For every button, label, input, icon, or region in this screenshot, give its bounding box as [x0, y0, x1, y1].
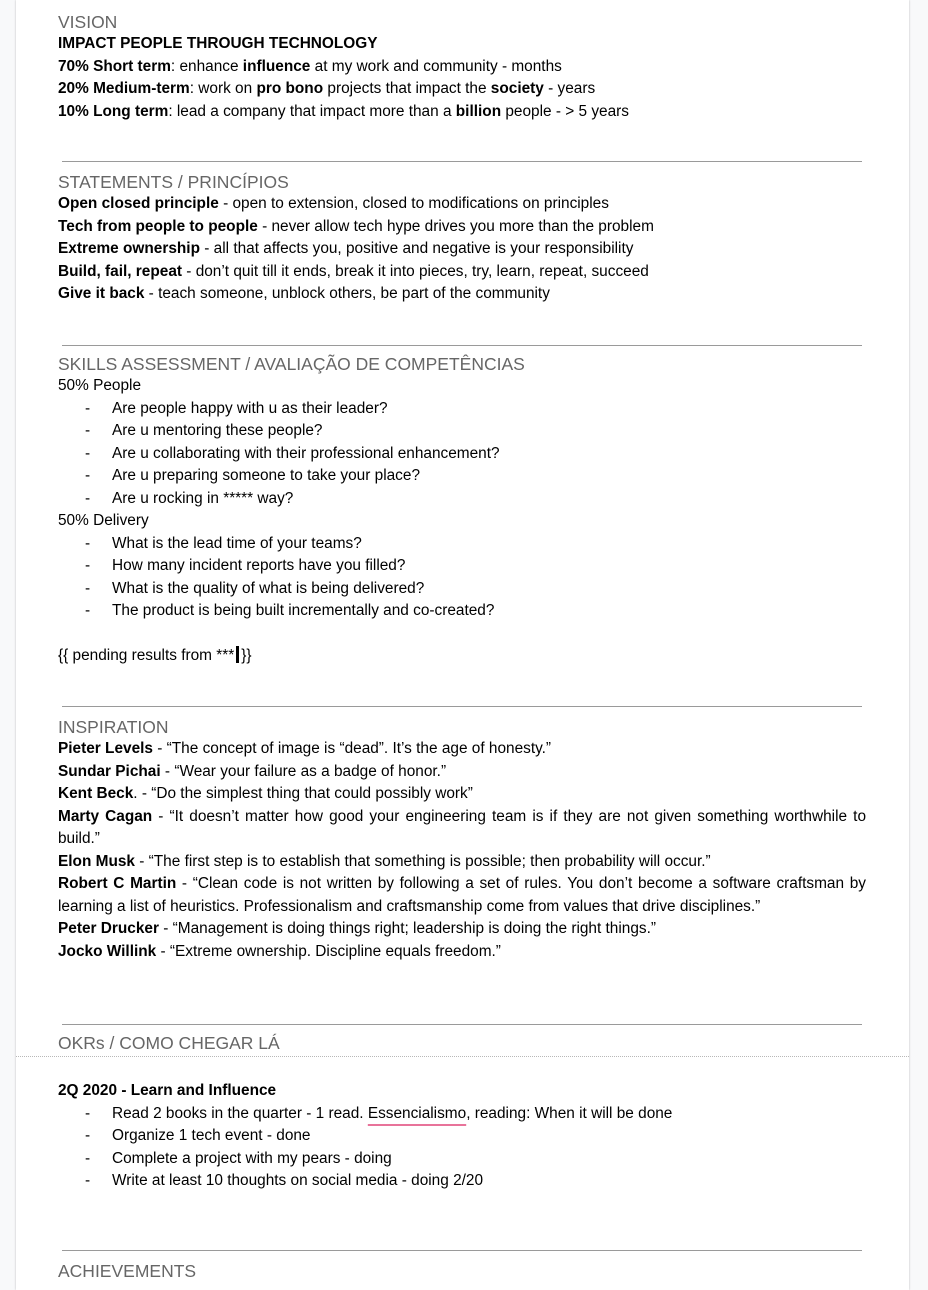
- section-heading: STATEMENTS / PRINCÍPIOS: [58, 172, 289, 192]
- list-item: - Are u rocking in ***** way?: [85, 489, 294, 507]
- quote: Marty Cagan - “It doesn’t matter how good your engineering team is if they are not given something worthwhile to build.”: [58, 807, 867, 847]
- achievements-section: [58, 1260, 196, 1282]
- section-heading: VISION: [58, 12, 118, 32]
- okrs-heading-block: [58, 1032, 280, 1054]
- spellcheck-word[interactable]: Essencialismo: [367, 1104, 467, 1122]
- pending-results[interactable]: {{ pending results from *** }}: [58, 647, 252, 664]
- list-item: - Are u mentoring these people?: [85, 422, 323, 439]
- quote: Sundar Pichai - “Wear your failure as a badge of honor.”: [58, 762, 447, 780]
- section-heading: INSPIRATION: [58, 717, 169, 737]
- text-cursor: [236, 646, 239, 663]
- statement-item: Give it back - teach someone, unblock others, be part of the community: [58, 285, 550, 302]
- skills-section: [58, 353, 525, 668]
- horizontal-rule: [62, 161, 862, 162]
- horizontal-rule: [62, 1250, 862, 1251]
- quote: Robert C Martin - “Clean code is not written by following a set of rules. You don’t become a software craftsman by learning a list of heuristics. Professionalism and craftsmanship come from values that drive disciplines.”: [58, 875, 866, 915]
- list-item: - Are u collaborating with their professional enhancement?: [85, 444, 500, 462]
- horizontal-rule: [62, 1024, 862, 1025]
- section-heading: ACHIEVEMENTS: [58, 1261, 197, 1281]
- list-item: - Read 2 books in the quarter - 1 read. Essencialismo, reading: When it will be done: [85, 1104, 673, 1122]
- page-break: [16, 1056, 909, 1057]
- quote: Elon Musk - “The first step is to establish that something is possible; then probability will occur.”: [58, 852, 711, 870]
- vision-item: 70% Short term: enhance influence at my work and community - months: [58, 57, 562, 75]
- list-item: - Complete a project with my pears - doing: [85, 1149, 392, 1167]
- statements-section: [58, 171, 654, 306]
- horizontal-rule: [62, 345, 862, 346]
- quote: Peter Drucker - “Management is doing things right; leadership is doing the right things.”: [58, 920, 657, 937]
- skills-people-label: 50% People: [58, 377, 142, 394]
- statement-item: Tech from people to people - never allow tech hype drives you more than the problem: [58, 217, 654, 235]
- document-page[interactable]: [16, 0, 909, 1290]
- vision-item: 20% Medium-term: work on pro bono projects that impact the society - years: [58, 80, 596, 97]
- vision-subtitle: IMPACT PEOPLE THROUGH TECHNOLOGY: [58, 35, 378, 52]
- vision-item: 10% Long term: lead a company that impact more than a billion people - > 5 years: [58, 102, 629, 120]
- statement-item: Extreme ownership - all that affects you, positive and negative is your responsibility: [58, 240, 634, 257]
- list-item: - Write at least 10 thoughts on social media - doing 2/20: [85, 1172, 484, 1189]
- quote: Kent Beck. - “Do the simplest thing that could possibly work”: [58, 785, 473, 802]
- statement-item: Open closed principle - open to extension, closed to modifications on principles: [58, 195, 609, 212]
- statement-item: Build, fail, repeat - don’t quit till it ends, break it into pieces, try, learn, repeat, succeed: [58, 262, 649, 280]
- inspiration-section: [58, 716, 866, 963]
- vision-section: [58, 11, 629, 123]
- list-item: - Organize 1 tech event - done: [85, 1127, 311, 1144]
- list-item: - The product is being built incrementally and co-created?: [85, 602, 495, 619]
- list-item: - Are u preparing someone to take your place?: [85, 467, 421, 484]
- quote: Jocko Willink - “Extreme ownership. Discipline equals freedom.”: [58, 942, 501, 960]
- skills-delivery-label: 50% Delivery: [58, 512, 149, 529]
- section-heading: SKILLS ASSESSMENT / AVALIAÇÃO DE COMPETÊNCIAS: [58, 354, 525, 374]
- section-heading: OKRs / COMO CHEGAR LÁ: [58, 1033, 280, 1053]
- list-item: - Are people happy with u as their leader?: [85, 399, 388, 417]
- okrs-section: [58, 1080, 672, 1193]
- okr-quarter-title: 2Q 2020 - Learn and Influence: [58, 1082, 277, 1099]
- list-item: - How many incident reports have you filled?: [85, 557, 406, 574]
- horizontal-rule: [62, 706, 862, 707]
- quote: Pieter Levels - “The concept of image is “dead”. It’s the age of honesty.”: [58, 740, 552, 757]
- list-item: - What is the quality of what is being delivered?: [85, 579, 425, 597]
- list-item: - What is the lead time of your teams?: [85, 534, 362, 552]
